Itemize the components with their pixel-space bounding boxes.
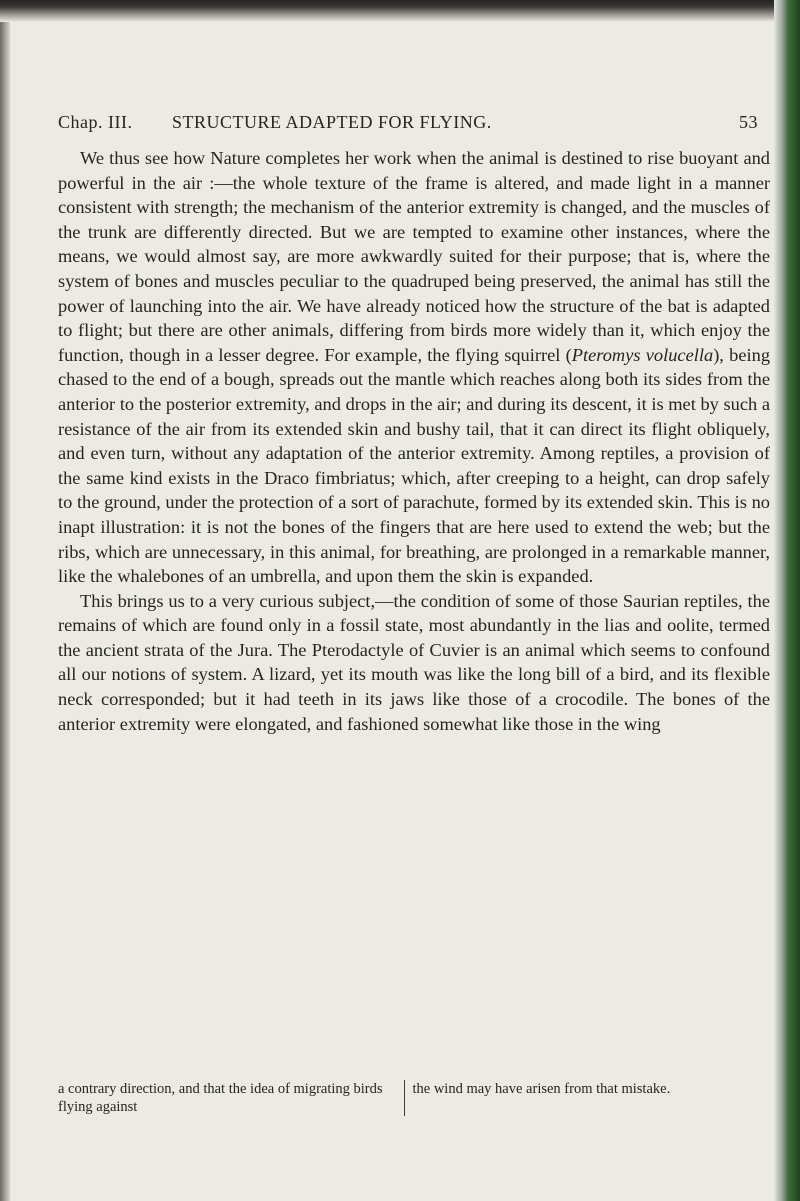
running-head xyxy=(58,112,770,138)
paragraph xyxy=(58,146,770,589)
page-left-edge-shadow xyxy=(0,22,10,1201)
footnotes xyxy=(58,1080,758,1116)
book-binding-edge xyxy=(774,0,800,1201)
footnote-left-column: a contrary direction, and that the idea of migrating birds flying against xyxy=(58,1081,383,1115)
running-title: STRUCTURE ADAPTED FOR FLYING. xyxy=(172,112,492,132)
text-run: ), being chased to the end of a bough, spreads out the mantle which reaches along both its sides from the anterior to the posterior extremity, and drops in the air; and during its descent, it is met by such a resistance of the air from its extended skin and bushy tail, that it can direct its flight obliquely, and even turn, without any adaptation of the anterior extremity. Among reptiles, a provision of the same kind exists in the Draco fimbriatus; which, after creeping to a height, can drop safely to the ground, under the protection of a sort of parachute, formed by its extended skin. This is no inapt illustration: it is not the bones of the fingers that are here used to extend the web; but the ribs, which are unnecessary, in this animal, for breathing, are prolonged in a remarkable manner, like the whalebones of an umbrella, and upon them the skin is expanded. xyxy=(58,344,771,587)
footnote-right-column: the wind may have arisen from that mistake. xyxy=(404,1080,759,1116)
text-run: We thus see how Nature completes her work when the animal is destined to rise buoyant and powerful in the air :—the whole texture of the frame is altered, and made light in a manner consistent with strength; the mechanism of the anterior extremity is changed, and the muscles of the trunk are differently directed. But we are tempted to examine other instances, where the means, we would almost say, are more awkwardly suited for their purpose; that is, where the system of bones and muscles peculiar to the quadruped being preserved, the animal has still the power of launching into the air. We have already noticed how the structure of the bat is adapted to flight; but there are other animals, differing from birds more widely than it, which enjoy the function, though in a lesser degree. For example, the flying squirrel ( xyxy=(58,148,770,365)
paragraph xyxy=(58,589,770,737)
page-number: 53 xyxy=(739,112,758,132)
species-name-italic: Pteromys volucella xyxy=(571,344,714,365)
text-run: This brings us to a very curious subject,—the condition of some of those Saurian reptiles, the remains of which are found only in a fossil state, most abundantly in the lias and oolite, termed the ancient strata of the Jura. The Pterodactyle of Cuvier is an animal which seems to confound all our notions of system. A lizard, yet its mouth was like the long bill of a bird, and its flexible neck corresponded; but it had teeth in its jaws like those of a crocodile. The bones of the anterior extremity were elongated, and fashioned somewhat like those in the wing xyxy=(58,590,770,734)
chapter-label: Chap. III. xyxy=(58,112,133,132)
body-text xyxy=(58,146,770,736)
book-page xyxy=(58,112,770,736)
page-top-edge-shadow xyxy=(0,0,800,22)
